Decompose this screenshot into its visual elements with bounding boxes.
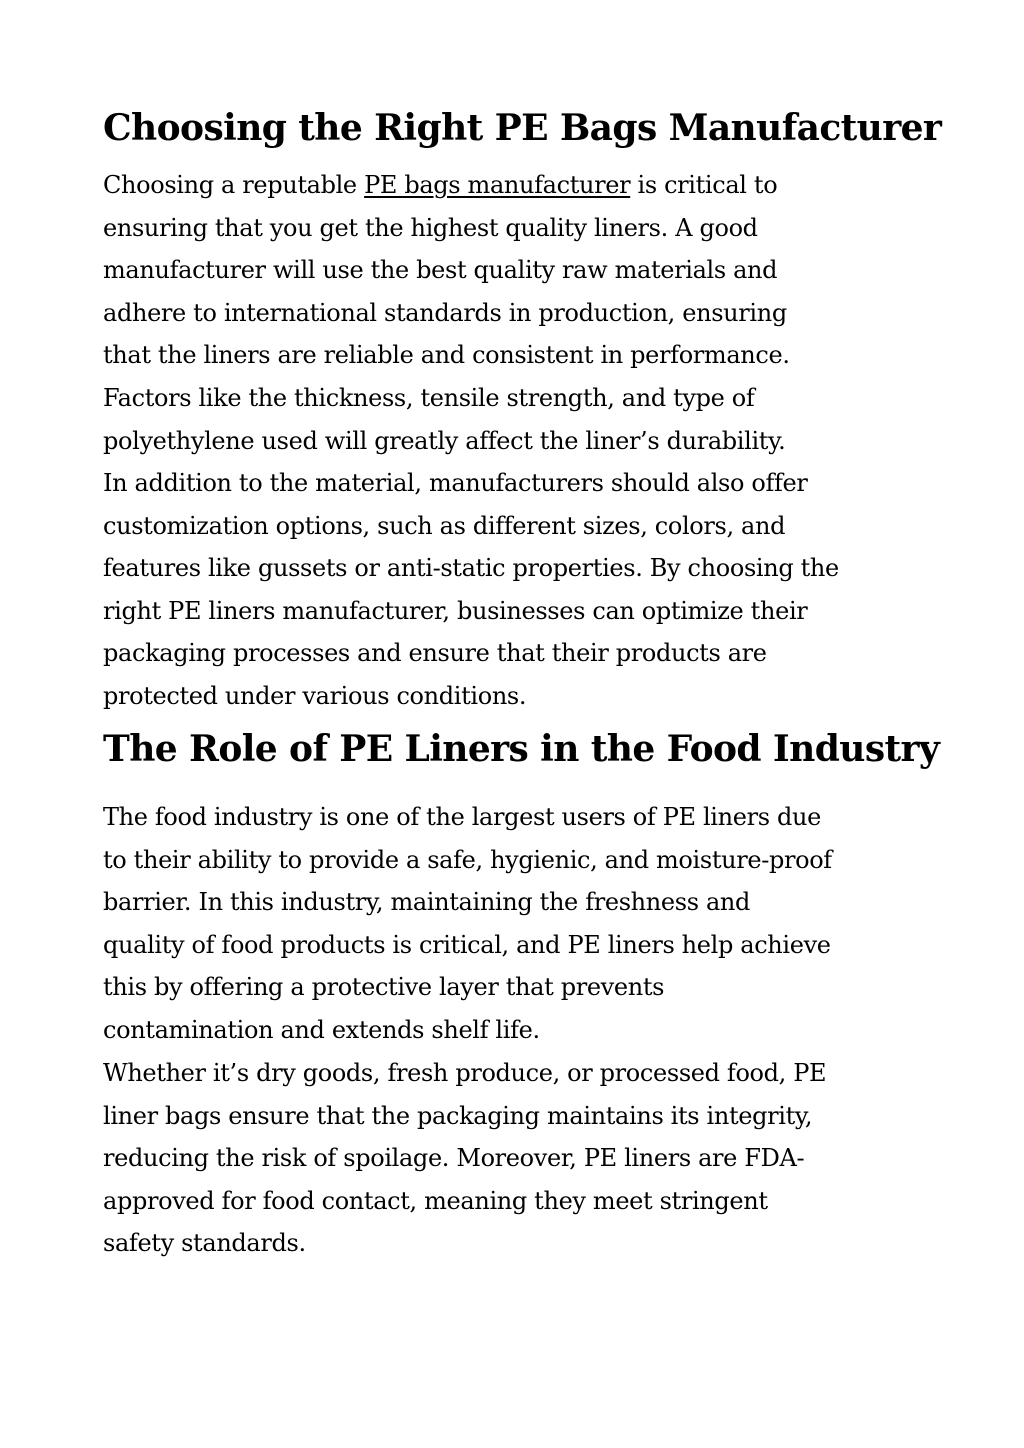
text-line: Whether it’s dry goods, fresh produce, or processed food, PE: [103, 1059, 827, 1087]
section-heading-food-industry: The Role of PE Liners in the Food Industry: [103, 728, 940, 770]
paragraph-food-safety: [103, 1052, 826, 1265]
section-heading-manufacturer: Choosing the Right PE Bags Manufacturer: [103, 107, 942, 149]
text-line: polyethylene used will greatly affect the liner’s durability.: [103, 426, 786, 455]
text-line: that the liners are reliable and consistent in performance.: [103, 341, 790, 370]
text-line: to their ability to provide a safe, hygienic, and moisture-proof: [103, 845, 832, 874]
text-line: barrier. In this industry, maintaining the freshness and: [103, 888, 751, 917]
text-line: reducing the risk of spoilage. Moreover, PE liners are FDA-: [103, 1144, 805, 1173]
paragraph-choosing-manufacturer: [103, 164, 790, 462]
text-line: approved for food contact, meaning they meet stringent: [103, 1186, 768, 1215]
text-line: manufacturer will use the best quality raw materials and: [103, 256, 778, 285]
text-line: contamination and extends shelf life.: [103, 1015, 540, 1044]
paragraph-food-industry: [103, 796, 832, 1052]
text-line: The food industry is one of the largest users of PE liners due: [103, 803, 821, 831]
text-line: In addition to the material, manufacturers should also offer: [103, 469, 808, 497]
text-line: protected under various conditions.: [103, 681, 527, 710]
pe-bags-manufacturer-link[interactable]: PE bags manufacturer: [364, 171, 631, 199]
text-line: quality of food products is critical, and PE liners help achieve: [103, 930, 831, 959]
text-fragment: is critical to: [630, 171, 778, 199]
text-line: adhere to international standards in production, ensuring: [103, 298, 787, 327]
text-line: packaging processes and ensure that their products are: [103, 639, 767, 668]
text-line: right PE liners manufacturer, businesses can optimize their: [103, 596, 808, 625]
text-line: liner bags ensure that the packaging maintains its integrity,: [103, 1101, 813, 1130]
text-line: this by offering a protective layer that prevents: [103, 973, 665, 1002]
text-line: Factors like the thickness, tensile strength, and type of: [103, 383, 755, 412]
paragraph-customization: [103, 462, 839, 718]
text-line: features like gussets or anti-static properties. By choosing the: [103, 554, 839, 583]
text-line: safety standards.: [103, 1229, 306, 1258]
text-fragment: Choosing a reputable: [103, 171, 365, 199]
text-line: [103, 164, 790, 207]
text-line: ensuring that you get the highest quality liners. A good: [103, 213, 758, 242]
text-line: customization options, such as different sizes, colors, and: [103, 511, 786, 540]
